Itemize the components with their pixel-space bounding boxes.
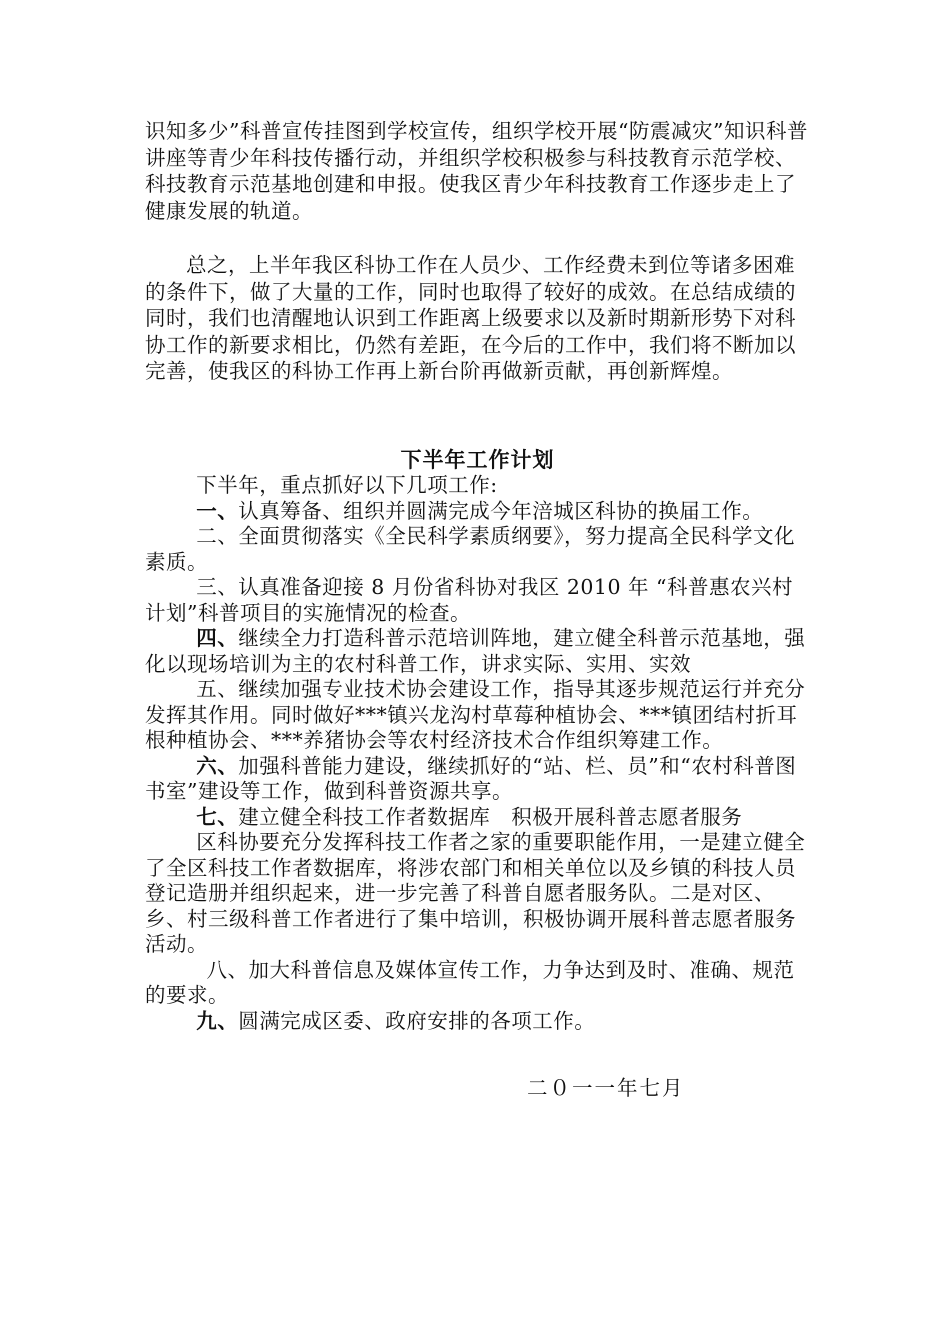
paragraph-summary: 总之，上半年我区科协工作在人员少、工作经费未到位等诸多困难的条件下，做了大量的工作，同时也取得了较好的成效。在总结成绩的同时，我们也清醒地认识到工作距离上级要求以及新时期新形势下对科协工作的新要求相比，仍然有差距，在今后的工作中，我们将不断加以完善，使我区的科协工作再上新台阶再做新贡献，再创新辉煌。 (145, 253, 796, 383)
item-text: 继续加强专业技术协会建设工作，指导其逐步规范运行并充分发挥其作用。同时做好***镇兴龙沟村草莓种植协会、***镇团结村折耳根种植协会、***养猪协会等农村经济技术合作组织筹建工作。 (145, 677, 806, 752)
plan-item-7 (145, 805, 810, 831)
item-text: 区科协要充分发挥科技工作者之家的重要职能作用，一是建立健全了全区科技工作者数据库，将涉农部门和相关单位以及乡镇的科技人员登记造册并组织起来，进一步完善了科普自愿者服务队。二是对区、乡、村三级科普工作者进行了集中培训，积极协调开展科普志愿者服务活动。 (145, 830, 806, 956)
plan-item-2 (145, 524, 810, 575)
paragraph-youth-education: 识知多少”科普宣传挂图到学校宣传，组织学校开展“防震减灾”知识科普讲座等青少年科技传播行动，并组织学校积极参与科技教育示范学校、科技教育示范基地创建和申报。使我区青少年科技教育工作逐步走上了健康发展的轨道。 (145, 119, 808, 223)
item-number: 六、 (196, 753, 239, 778)
plan-intro: 下半年，重点抓好以下几项工作: (196, 473, 498, 497)
item-number: 五、 (196, 677, 239, 701)
item-number: 二、 (196, 524, 239, 548)
item-number: 一、 (196, 498, 239, 523)
item-text: 圆满完成区委、政府安排的各项工作。 (238, 1008, 596, 1033)
item-text: 认真筹备、组织并圆满完成今年涪城区科协的换届工作。 (238, 498, 764, 523)
item-number: 九、 (196, 1008, 239, 1033)
item-text: 认真准备迎接 8 月份省科协对我区 2010 年 “科普惠农兴村计划”科普项目的实施情况的检查。 (145, 575, 794, 625)
plan-item-6 (145, 754, 810, 805)
item-text: 建立健全科技工作者数据库 积极开展科普志愿者服务 (238, 804, 743, 829)
plan-item-3 (145, 575, 810, 626)
plan-title: 下半年工作计划 (400, 447, 555, 472)
item-text: 全面贯彻落实《全民科学素质纲要》，努力提高全民科学文化素质。 (145, 524, 795, 574)
item-number: 七、 (196, 804, 239, 829)
item-number: 四、 (196, 626, 239, 650)
item-text: 继续全力打造科普示范培训阵地，建立健全科普示范基地，强化以现场培训为主的农村科普工作，讲求实际、实用、实效 (145, 626, 806, 676)
item-number: 八、 (206, 957, 249, 982)
item-text: 加大科普信息及媒体宣传工作，力争达到及时、准确、规范的要求。 (145, 957, 795, 1007)
document-date: 二０一一年七月 (527, 1076, 685, 1100)
item-text: 加强科普能力建设，继续抓好的“站、栏、员”和“农村科普图书室”建设等工作，做到科普资源共享。 (145, 753, 797, 803)
plan-item-5 (145, 677, 810, 754)
plan-list (145, 473, 810, 1034)
plan-item-1 (145, 499, 810, 525)
plan-item-4 (145, 626, 810, 677)
plan-item-9 (145, 1009, 810, 1035)
plan-item-8 (145, 958, 810, 1009)
plan-item-7-detail (145, 830, 810, 958)
item-number: 三、 (196, 575, 239, 599)
